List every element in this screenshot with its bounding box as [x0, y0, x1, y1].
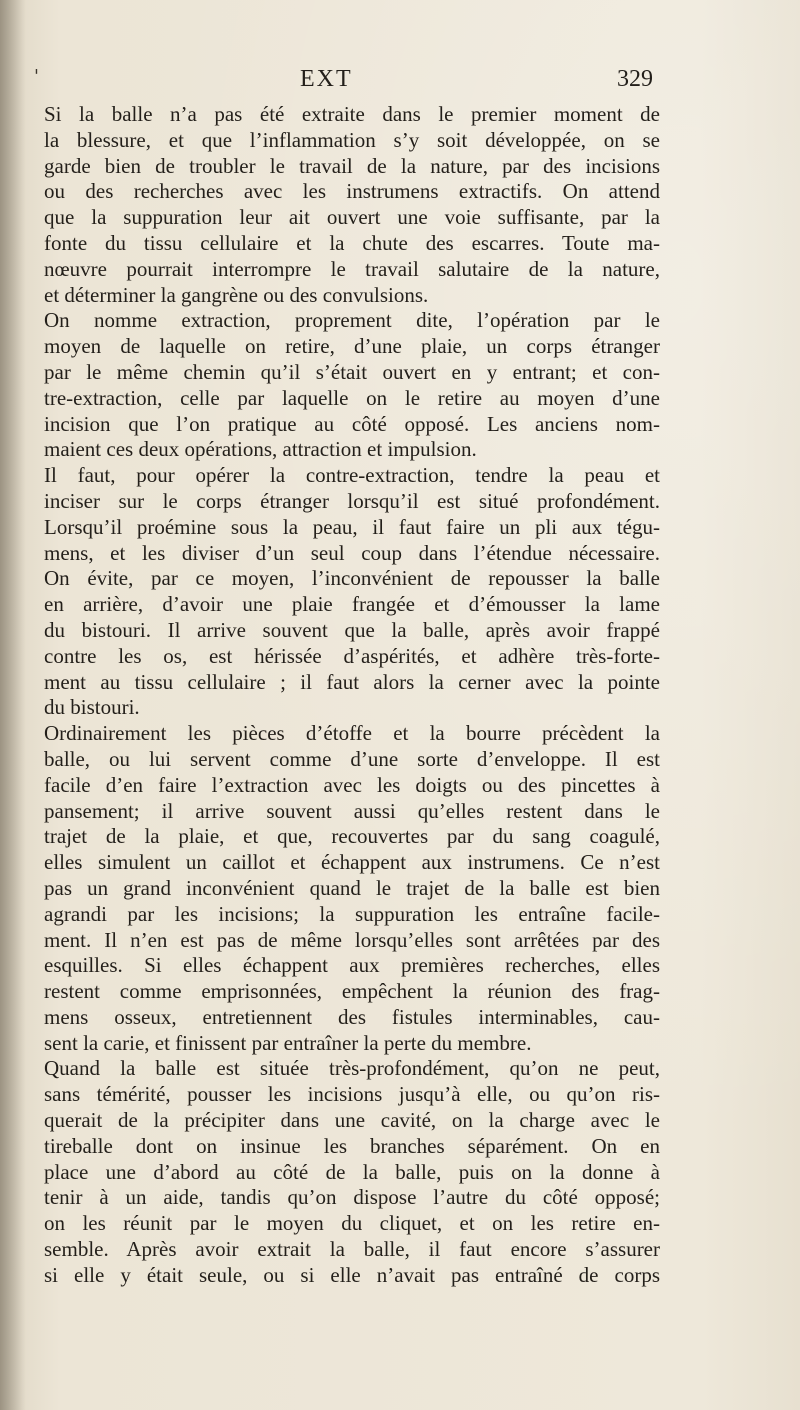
binding-shadow [0, 0, 26, 1410]
text-line: on les réunit par le moyen du cliquet, et on les retire en- [44, 1211, 660, 1236]
text-line: mens osseux, entretiennent des fistules interminables, cau- [44, 1004, 660, 1029]
text-line: par le même chemin qu’il s’était ouvert en y entrant; et con- [44, 359, 660, 384]
text-line: ment. Il n’en est pas de même lorsqu’elles sont arrêtées par des [44, 927, 660, 952]
page-header [0, 66, 800, 106]
text-line: querait de la précipiter dans une cavité, on la charge avec le [44, 1108, 660, 1133]
text-line: si elle y était seule, ou si elle n’avait pas entraîné de corps [44, 1262, 660, 1287]
text-line: facile d’en faire l’extraction avec les doigts ou des pincettes à [44, 772, 660, 797]
text-line: trajet de la plaie, et que, recouvertes par du sang coagulé, [44, 824, 660, 849]
text-line: du bistouri. Il arrive souvent que la balle, après avoir frappé [44, 617, 660, 642]
text-line: balle, ou lui servent comme d’une sorte d’enveloppe. Il est [44, 746, 660, 771]
running-head: EXT [300, 66, 353, 92]
text-line: ou des recherches avec les instrumens extractifs. On attend [44, 179, 660, 204]
text-line: moyen de laquelle on retire, d’une plaie, un corps étranger [44, 334, 660, 359]
page-number: 329 [617, 66, 653, 92]
text-line: agrandi par les incisions; la suppuration les entraîne facile- [44, 901, 660, 926]
text-line: restent comme emprisonnées, empêchent la réunion des frag- [44, 979, 660, 1004]
text-line: maient ces deux opérations, attraction et impulsion. [44, 437, 477, 462]
text-line: inciser sur le corps étranger lorsqu’il est situé profondément. [44, 488, 660, 513]
text-line: semble. Après avoir extrait la balle, il faut encore s’assurer [44, 1237, 660, 1262]
body-text [24, 102, 660, 1289]
text-line: On évite, par ce moyen, l’inconvénient de repousser la balle [44, 566, 660, 591]
text-line: et déterminer la gangrène ou des convulsions. [44, 282, 429, 307]
text-line: ment au tissu cellulaire ; il faut alors la cerner avec la pointe [44, 669, 660, 694]
text-line: pas un grand inconvénient quand le trajet de la balle est bien [44, 875, 660, 900]
text-line: Ordinairement les pièces d’étoffe et la bourre précèdent la [44, 721, 660, 746]
text-line: contre les os, est hérissée d’aspérités, et adhère très-forte- [44, 643, 660, 668]
text-line: esquilles. Si elles échappent aux premières recherches, elles [44, 953, 660, 978]
text-line: Lorsqu’il proémine sous la peau, il faut faire un pli aux tégu- [44, 514, 660, 539]
paragraph [24, 308, 660, 463]
text-line: Quand la balle est située très-profondément, qu’on ne peut, [44, 1056, 660, 1081]
text-line: nœuvre pourrait interrompre le travail salutaire de la nature, [44, 256, 660, 281]
text-line: tenir à un aide, tandis qu’on dispose l’autre du côté opposé; [44, 1185, 660, 1210]
text-line: pansement; il arrive souvent aussi qu’elles restent dans le [44, 798, 660, 823]
text-line: tre-extraction, celle par laquelle on le retire au moyen d’une [44, 385, 660, 410]
text-line: fonte du tissu cellulaire et la chute des escarres. Toute ma- [44, 230, 660, 255]
paragraph [24, 463, 660, 721]
text-line: Il faut, pour opérer la contre-extraction, tendre la peau et [44, 463, 660, 488]
text-line: garde bien de troubler le travail de la nature, par des incisions [44, 153, 660, 178]
text-line: du bistouri. [44, 695, 140, 720]
text-line: place une d’abord au côté de la balle, puis on la donne à [44, 1159, 660, 1184]
margin-mark: ' [34, 66, 39, 87]
text-line: Si la balle n’a pas été extraite dans le premier moment de [44, 102, 660, 126]
text-line: la blessure, et que l’inflammation s’y soit développée, on se [44, 127, 660, 152]
paragraph [24, 1056, 660, 1288]
text-line: en arrière, d’avoir une plaie frangée et d’émousser la lame [44, 592, 660, 617]
text-line: sans témérité, pousser les incisions jusqu’à elle, ou qu’on ris- [44, 1082, 660, 1107]
text-line: mens, et les diviser d’un seul coup dans l’étendue nécessaire. [44, 540, 660, 565]
text-line: elles simulent un caillot et échappent aux instrumens. Ce n’est [44, 850, 660, 875]
text-line: incision que l’on pratique au côté opposé. Les anciens nom- [44, 411, 660, 436]
text-line: sent la carie, et finissent par entraîner la perte du membre. [44, 1030, 532, 1055]
paragraph [24, 102, 660, 308]
text-line: On nomme extraction, proprement dite, l’opération par le [44, 308, 660, 333]
text-line: que la suppuration leur ait ouvert une voie suffisante, par la [44, 205, 660, 230]
paragraph [24, 721, 660, 1056]
text-line: tireballe dont on insinue les branches séparément. On en [44, 1133, 660, 1158]
